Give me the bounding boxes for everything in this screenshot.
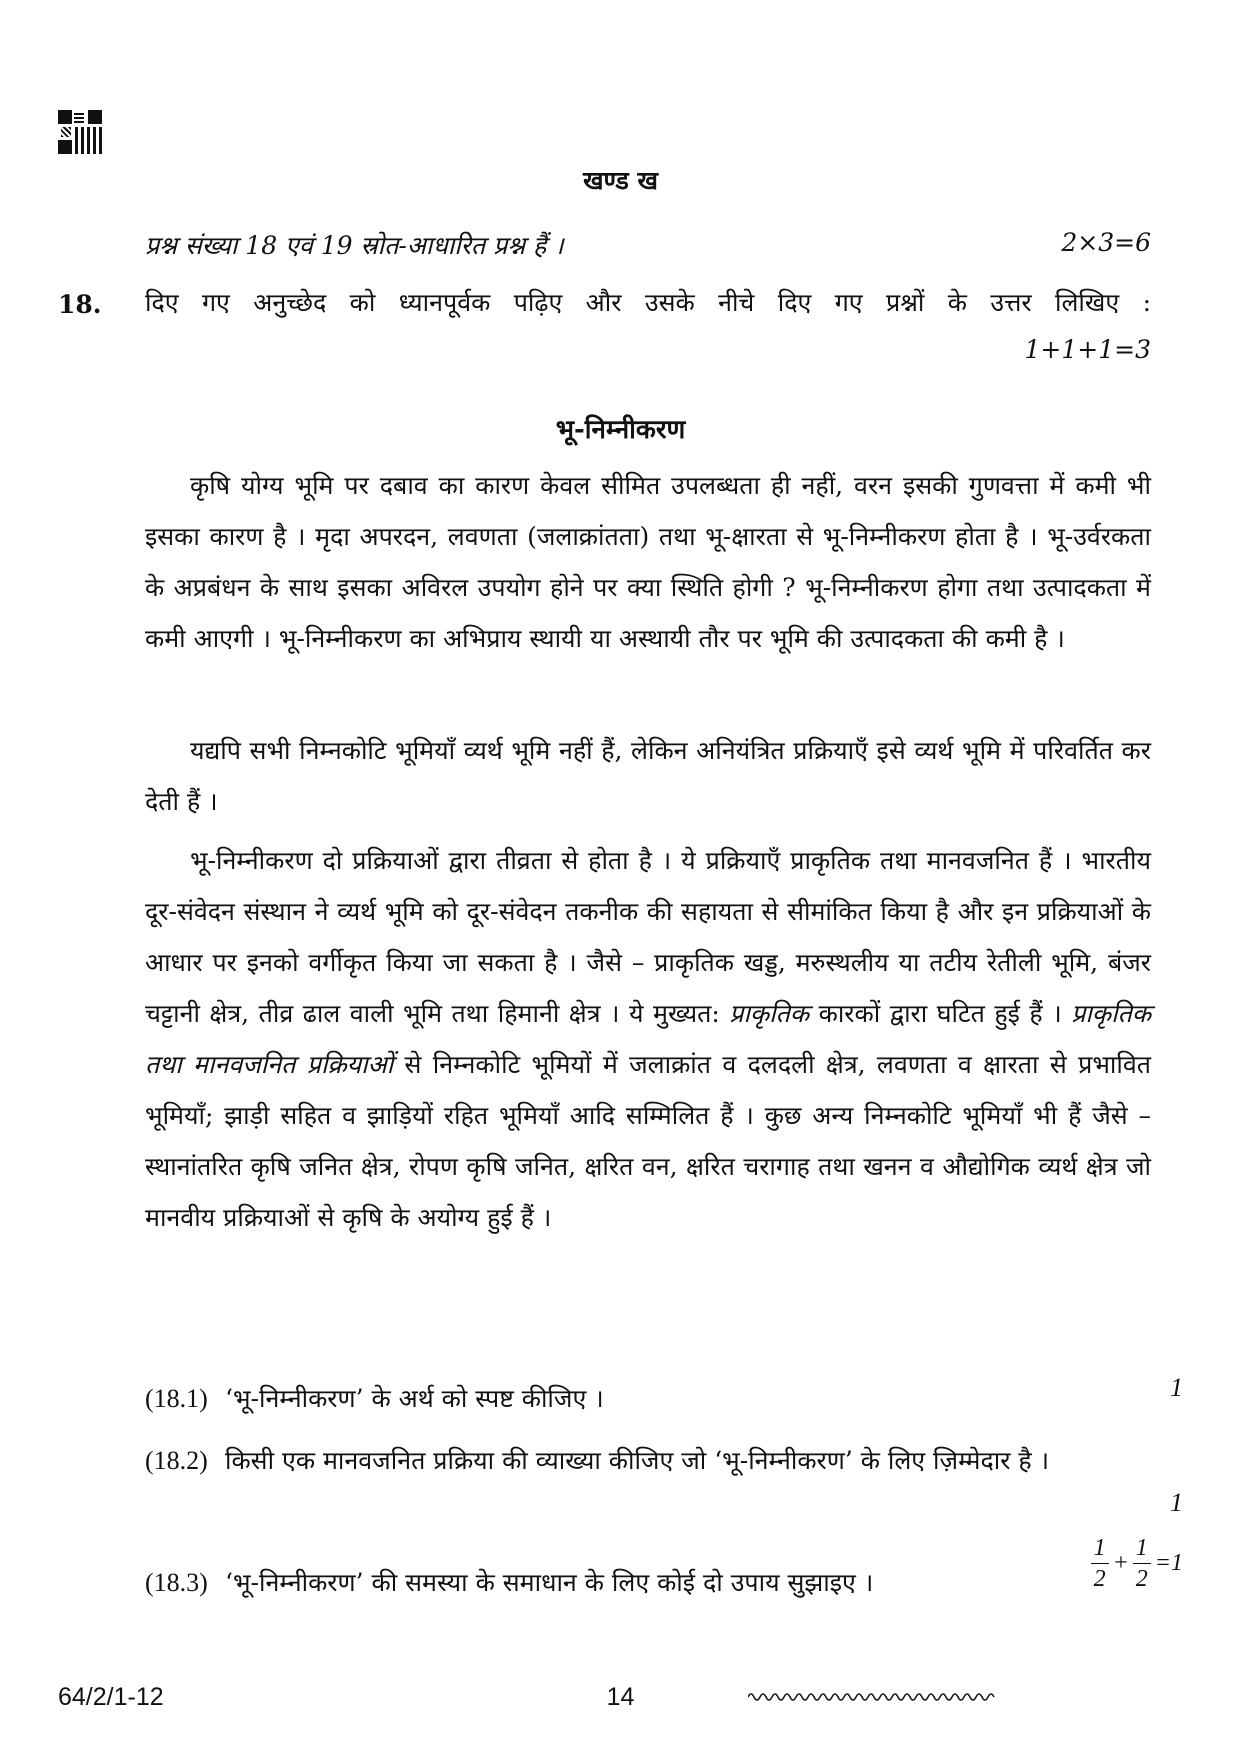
- passage-paragraph-3: [145, 835, 1151, 1243]
- section-marks: 2×3=6: [1061, 228, 1151, 257]
- subquestion-text: ‘भू-निम्नीकरण’ की समस्या के समाधान के लिए कोई दो उपाय सुझाइए ।: [225, 1568, 874, 1597]
- numerator: 1: [1133, 1533, 1151, 1564]
- subquestion-marks-fraction: [1091, 1533, 1183, 1594]
- subquestion-number: (18.3): [145, 1568, 208, 1597]
- page-number: 14: [606, 1683, 635, 1711]
- paragraph-text: भू-निम्नीकरण दो प्रक्रियाओं द्वारा तीव्रता से होता है । ये प्रक्रियाएँ प्राकृतिक तथा मानवजनित हैं । भारतीय दूर-संवेदन संस्थान ने व्यर्थ भूमि को दूर-संवेदन तकनीक की सहायता से सीमांकित किया है और इन प्रक्रियाओं के आधार पर इनको वर्गीकृत किया जा सकता है । जैसे – प्राकृतिक खड्ड, मरुस्थलीय या तटीय रेतीली भूमि, बंजर चट्टानी क्षेत्र, तीव्र ढाल वाली भूमि तथा हिमानी क्षेत्र । ये मुख्यत:: [145, 846, 1151, 1028]
- subquestion-marks: 1: [1170, 1488, 1183, 1517]
- subquestion-text: ‘भू-निम्नीकरण’ के अर्थ को स्पष्ट कीजिए ।: [225, 1384, 604, 1413]
- paper-code: 64/2/1-12: [58, 1683, 164, 1711]
- section-instruction: प्रश्न संख्या 18 एवं 19 स्रोत-आधारित प्रश्न हैं ।: [145, 231, 564, 260]
- paragraph-text: से निम्नकोटि भूमियों में जलाक्रांत व दलदली क्षेत्र, लवणता व क्षारता से प्रभावित भूमियाँ; झाड़ी सहित व झाड़ियों रहित भूमियाँ आदि सम्मिलित हैं । कुछ अन्य निम्नकोटि भूमियाँ भी हैं जैसे – स्थानांतरित कृषि जनित क्षेत्र, रोपण कृषि जनित, क्षरित वन, क्षरित चरागाह तथा खनन व औद्योगिक व्यर्थ क्षेत्र जो मानवीय प्रक्रियाओं से कृषि के अयोग्य हुई हैं ।: [145, 1050, 1151, 1232]
- subquestion-18-1: [145, 1373, 1151, 1424]
- subquestion-text: किसी एक मानवजनित प्रक्रिया की व्याख्या कीजिए जो ‘भू-निम्नीकरण’ के लिए ज़िम्मेदार है ।: [225, 1446, 1050, 1475]
- subquestion-marks: 1: [1170, 1373, 1183, 1402]
- qr-code-icon: [58, 110, 102, 154]
- passage-title: भू-निम्नीकरण: [555, 415, 686, 445]
- italic-text: प्राकृतिक: [729, 999, 810, 1028]
- question-text: दिए गए अनुच्छेद को ध्यानपूर्वक पढ़िए और उसके नीचे दिए गए प्रश्नों के उत्तर लिखिए :: [145, 288, 1151, 317]
- question-marks: 1+1+1=3: [1024, 335, 1151, 364]
- subquestion-number: (18.2): [145, 1446, 208, 1475]
- subquestion-18-3: [145, 1557, 1151, 1608]
- denominator: 2: [1093, 1566, 1106, 1592]
- denominator: 2: [1135, 1566, 1148, 1592]
- fraction-half: [1091, 1533, 1109, 1594]
- plus-sign: +: [1112, 1550, 1129, 1576]
- section-title: खण्ड ख: [583, 166, 658, 195]
- numerator: 1: [1091, 1533, 1109, 1564]
- question-number: 18.: [58, 290, 102, 319]
- passage-paragraph-1: कृषि योग्य भूमि पर दबाव का कारण केवल सीमित उपलब्धता ही नहीं, वरन इसकी गुणवत्ता में कमी भी इसका कारण है । मृदा अपरदन, लवणता (जलाक्रांतता) तथा भू-क्षारता से भू-निम्नीकरण होता है । भू-उर्वरकता के अप्रबंधन के साथ इसका अविरल उपयोग होने पर क्या स्थिति होगी ? भू-निम्नीकरण होगा तथा उत्पादकता में कमी आएगी । भू-निम्नीकरण का अभिप्राय स्थायी या अस्थायी तौर पर भूमि की उत्पादकता की कमी है ।: [145, 471, 1151, 653]
- italic-text: प्राकृतिक तथा मानवजनित प्रक्रियाओं: [145, 999, 1152, 1079]
- marks-total: =1: [1154, 1550, 1183, 1576]
- passage-paragraph-2: यद्यपि सभी निम्नकोटि भूमियाँ व्यर्थ भूमि नहीं हैं, लेकिन अनियंत्रित प्रक्रियाएँ इसे व्यर्थ भूमि में परिवर्तित कर देती हैं ।: [145, 736, 1151, 816]
- wavy-line-decoration: [748, 1690, 998, 1704]
- subquestion-18-2: [145, 1435, 1151, 1486]
- fraction-half: [1133, 1533, 1151, 1594]
- subquestion-number: (18.1): [145, 1384, 208, 1413]
- paragraph-text: कारकों द्वारा घटित हुई हैं ।: [809, 999, 1072, 1028]
